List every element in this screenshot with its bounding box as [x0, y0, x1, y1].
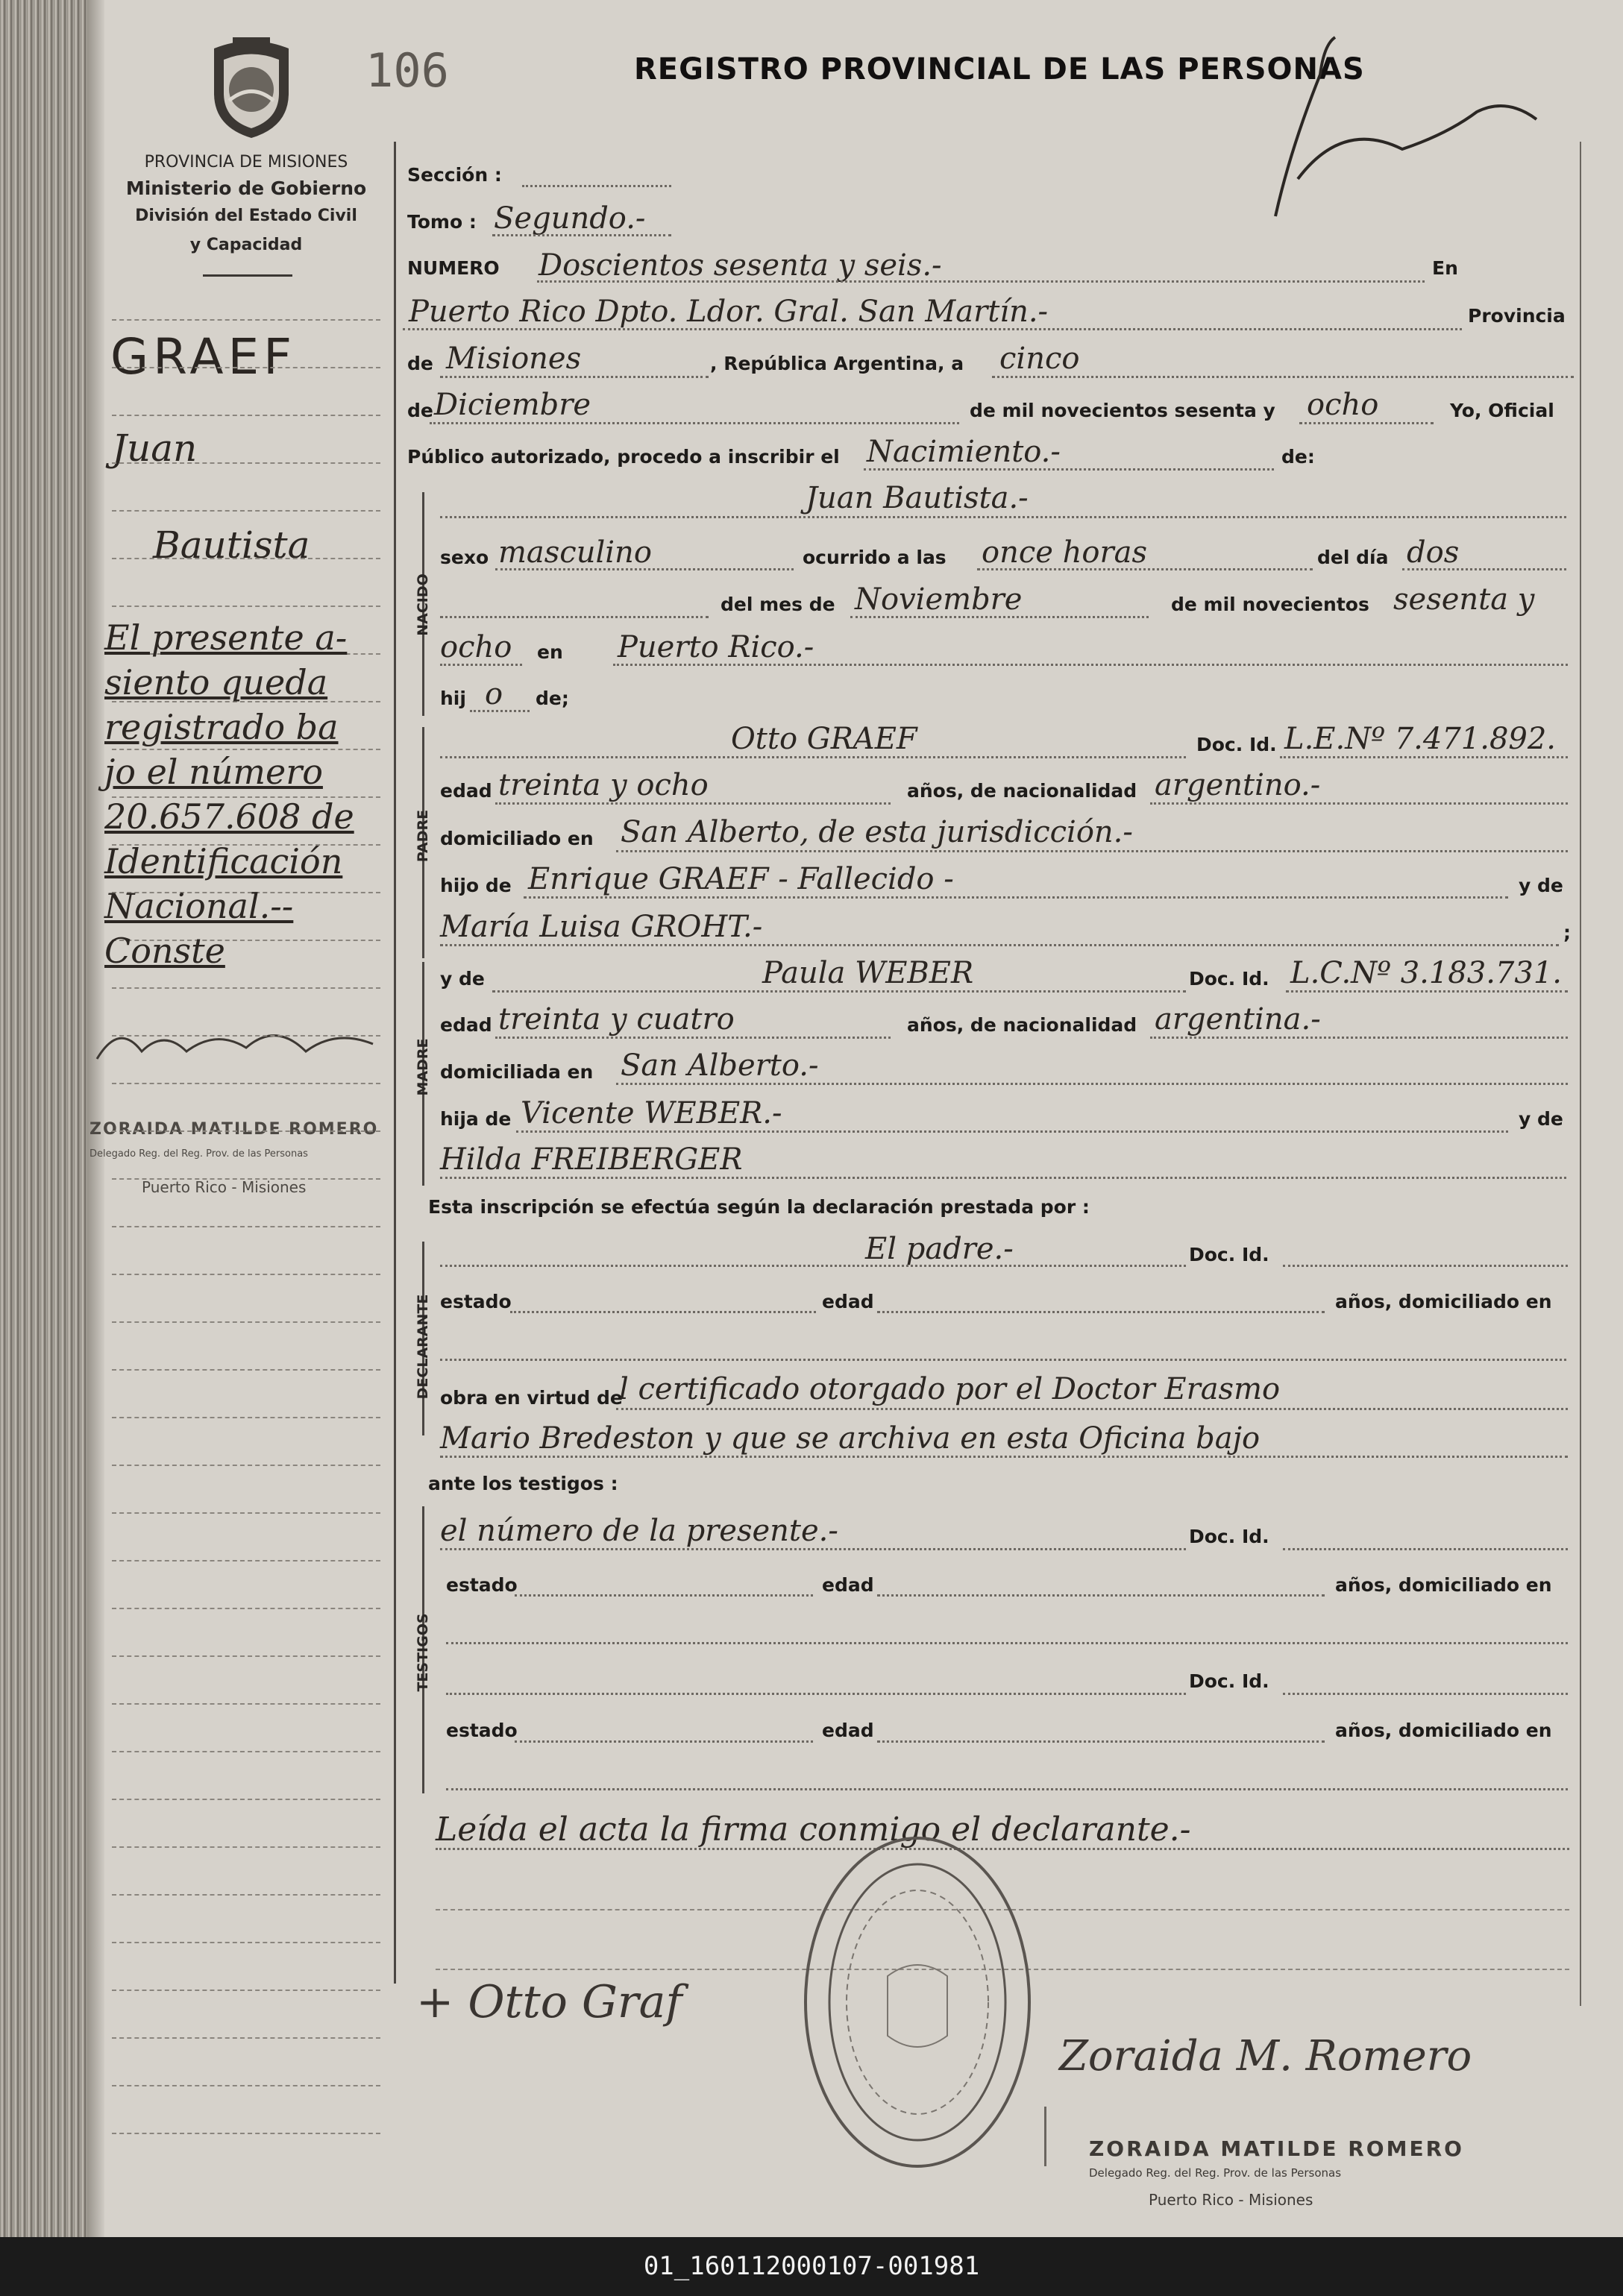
margin-rule	[112, 1512, 380, 1514]
ocurrido-label: ocurrido a las	[803, 547, 947, 568]
testigo1-estado-line	[515, 1594, 813, 1597]
margin-note-line: 20.657.608 de	[104, 796, 354, 837]
padre-edad-label: edad	[440, 780, 492, 802]
nacido-dia-value: dos	[1407, 535, 1460, 570]
padre-doc-label: Doc. Id.	[1196, 734, 1277, 755]
oficial-stamp-role: Delegado Reg. del Reg. Prov. de las Personas	[1089, 2166, 1342, 2180]
padre-hijo-label: hijo de	[440, 875, 512, 896]
testigo1-edad-line	[877, 1594, 1325, 1597]
coat-of-arms-icon	[195, 30, 307, 142]
testigo1-line	[440, 1548, 1186, 1550]
testigo2-doc-line	[1283, 1693, 1568, 1695]
padre-dom-line	[616, 850, 1568, 852]
declarante-estado-line	[510, 1311, 816, 1313]
nacido-en-label: en	[537, 641, 563, 663]
declarante-section-label: DECLARANTE	[415, 1294, 431, 1400]
margin-note-line: Identificación	[104, 841, 343, 881]
testigo2-estado-line	[515, 1740, 813, 1743]
acto-line	[864, 468, 1274, 471]
padre-edad-value: treinta y ocho	[498, 768, 709, 802]
ministry-name: Ministerio de Gobierno	[125, 177, 367, 199]
padre-nac-value: argentino.-	[1155, 768, 1321, 802]
dia-line	[992, 376, 1574, 378]
margin-stamp-name: ZORAIDA MATILDE ROMERO	[90, 1120, 379, 1139]
nacido-nombre-line	[440, 516, 1566, 518]
de-label: de	[407, 353, 433, 374]
madre-madre-line	[440, 1177, 1566, 1179]
margin-rule	[112, 1990, 380, 1991]
margin-rule	[112, 2085, 380, 2086]
testigo1-edad-label: edad	[822, 1574, 874, 1596]
madre-nac-line	[1150, 1037, 1568, 1039]
testigo1-dom-line	[446, 1642, 1568, 1644]
margin-rule	[112, 1321, 380, 1323]
declarante-signature: + Otto Graf	[416, 1976, 682, 2028]
margin-note-line: jo el número	[104, 752, 323, 792]
madre-madre-value: Hilda FREIBERGER	[440, 1142, 743, 1177]
margin-note-line: El presente a-	[104, 617, 348, 658]
nacido-anio-value2: ocho	[440, 630, 512, 664]
padre-madre-value: María Luisa GROHT.-	[440, 910, 763, 944]
ministry-division: División del Estado Civil	[135, 207, 357, 225]
margin-rule	[112, 2133, 380, 2134]
margin-stamp-place: Puerto Rico - Misiones	[142, 1178, 307, 1196]
declarante-anios-label: años, domiciliado en	[1335, 1291, 1552, 1312]
nacido-lugar-line	[613, 664, 1568, 666]
margin-rule	[112, 1035, 380, 1037]
deldia-label: del día	[1317, 547, 1389, 568]
testigos-intro: ante los testigos :	[428, 1473, 618, 1494]
testigos-section-label: TESTIGOS	[415, 1613, 431, 1692]
seccion-line	[522, 185, 671, 187]
madre-hija-label: hija de	[440, 1108, 512, 1130]
testigo2-doc-label: Doc. Id.	[1189, 1670, 1269, 1692]
margin-surname: GRAEF	[110, 328, 297, 386]
padre-nombre-line	[440, 756, 1186, 758]
top-signature	[1253, 30, 1551, 224]
margin-rule	[112, 1751, 380, 1752]
margin-rule	[112, 1274, 380, 1275]
numero-line	[537, 280, 1425, 283]
testigo1-value: el número de la presente.-	[440, 1514, 838, 1548]
declarante-doc-label: Doc. Id.	[1189, 1244, 1269, 1265]
ministry-divider	[203, 274, 292, 277]
tomo-line	[492, 234, 671, 236]
testigo2-line	[446, 1693, 1186, 1695]
testigo1-doc-line	[1283, 1548, 1568, 1550]
image-caption: 01_160112000107-001981	[0, 2237, 1623, 2296]
nacido-mes-value: Noviembre	[855, 582, 1023, 617]
madre-section-label: MADRE	[415, 1038, 431, 1096]
testigo1-anios-label: años, domiciliado en	[1335, 1574, 1552, 1596]
page-title: REGISTRO PROVINCIAL DE LAS PERSONAS	[634, 52, 1365, 87]
nacido-dia-line	[1402, 568, 1566, 570]
testigo2-dom-line	[446, 1788, 1568, 1790]
nacido-anio-line	[440, 664, 522, 666]
margin-rule	[112, 462, 380, 464]
obra-label: obra en virtud de	[440, 1387, 623, 1409]
testigo1-estado-label: estado	[446, 1574, 518, 1596]
margin-rule	[112, 2037, 380, 2039]
margin-note-line: siento queda	[104, 662, 328, 702]
de2-label: de	[407, 400, 433, 421]
provincia-value: Misiones	[446, 342, 582, 376]
padre-dom-label: domiciliado en	[440, 828, 594, 849]
oficial-signature: Zoraida M. Romero	[1059, 2032, 1472, 2080]
obra-line2	[440, 1456, 1568, 1458]
hij-value: o	[485, 677, 503, 711]
madre-yde-label: y de	[440, 968, 485, 990]
padre-hijo-value: Enrique GRAEF - Fallecido -	[528, 862, 954, 896]
margin-note-line: Nacional.--	[104, 886, 294, 926]
declarante-dom-line	[440, 1359, 1566, 1361]
publico-label: Público autorizado, procedo a inscribir el	[407, 446, 840, 468]
declarante-estado-label: estado	[440, 1291, 512, 1312]
tomo-label: Tomo :	[407, 211, 477, 233]
nacido-nombre: Juan Bautista.-	[806, 481, 1029, 515]
margin-rule	[112, 367, 380, 368]
margin-rule	[112, 319, 380, 321]
madre-dom-line	[616, 1083, 1568, 1085]
margin-rule	[112, 1083, 380, 1084]
oficial-stamp-place: Puerto Rico - Misiones	[1149, 2191, 1313, 2209]
nacido-lugar: Puerto Rico.-	[618, 630, 814, 664]
madre-nac-value: argentina.-	[1155, 1002, 1321, 1037]
lugar-line	[403, 328, 1462, 330]
obra-line	[616, 1408, 1568, 1410]
sexo-line	[495, 568, 794, 570]
testigo2-edad-line	[877, 1740, 1325, 1743]
ministry-province: PROVINCIA DE MISIONES	[144, 153, 348, 172]
madre-doc-label: Doc. Id.	[1189, 968, 1269, 990]
madre-edad-label: edad	[440, 1014, 492, 1036]
madre-hija-line	[516, 1130, 1508, 1133]
nacido-mil-label: de mil novecientos	[1171, 594, 1369, 615]
padre-yde-label: y de	[1519, 875, 1563, 896]
hij-de-label: de;	[536, 688, 569, 709]
declarante-doc-line	[1283, 1265, 1568, 1267]
madre-edad-line	[495, 1037, 891, 1039]
padre-doc-line	[1280, 756, 1568, 758]
declarante-nombre-line	[440, 1265, 1186, 1267]
madre-doc-line	[1286, 990, 1568, 993]
margin-rule	[112, 1703, 380, 1705]
margin-rule	[112, 606, 380, 607]
dia-value: cinco	[999, 342, 1080, 376]
margin-first-name: Juan	[112, 427, 198, 470]
obra-value: l certificado otorgado por el Doctor Erasmo	[619, 1372, 1281, 1406]
padre-nombre: Otto GRAEF	[731, 722, 917, 756]
testigo2-edad-label: edad	[822, 1720, 874, 1741]
madre-nombre-line	[492, 990, 1186, 993]
margin-rule	[112, 1846, 380, 1848]
madre-nac-label: años, de nacionalidad	[907, 1014, 1137, 1036]
madre-edad-value: treinta y cuatro	[498, 1002, 735, 1037]
en-label: En	[1432, 257, 1458, 279]
numero-value: Doscientos sesenta y seis.-	[539, 248, 942, 283]
padre-doc-value: L.E.Nº 7.471.892.	[1284, 722, 1557, 756]
padre-dom-value: San Alberto, de esta jurisdicción.-	[621, 815, 1133, 849]
testigo2-estado-label: estado	[446, 1720, 518, 1741]
madre-nombre: Paula WEBER	[762, 956, 974, 990]
closing-text: Leída el acta la firma conmigo el declarante.-	[436, 1811, 1191, 1849]
provincia-label: Provincia	[1468, 305, 1566, 327]
form-left-border	[394, 142, 396, 1984]
margin-rule	[112, 1799, 380, 1800]
margin-rule	[112, 1560, 380, 1561]
anio-value: ocho	[1307, 388, 1379, 422]
margin-note-line: Conste	[104, 931, 225, 971]
margin-rule	[112, 1369, 380, 1371]
margin-rule	[112, 1130, 380, 1132]
margin-rule	[112, 1178, 380, 1180]
nacido-mes-label: del mes de	[721, 594, 835, 615]
nacido-anio-value1: sesenta y	[1393, 582, 1535, 617]
provincia-line	[440, 376, 709, 378]
mil-label: de mil novecientos sesenta y	[970, 400, 1275, 421]
sexo-label: sexo	[440, 547, 489, 568]
de3-label: de:	[1281, 446, 1315, 468]
margin-note-line: registrado ba	[104, 707, 339, 747]
margin-signature	[90, 1007, 403, 1074]
mes-line	[430, 422, 959, 424]
margin-rule	[112, 415, 380, 416]
margin-rule	[112, 1608, 380, 1609]
hora-line	[977, 568, 1313, 570]
declarante-edad-line	[877, 1311, 1325, 1313]
mes-value: Diciembre	[434, 388, 591, 422]
declarante-nombre: El padre.-	[865, 1232, 1014, 1266]
hij-line	[470, 710, 530, 712]
margin-stamp-role: Delegado Reg. del Reg. Prov. de las Personas	[90, 1148, 308, 1160]
seccion-label: Sección :	[407, 164, 502, 186]
nacido-section-label: NACIDO	[415, 573, 431, 636]
padre-hijo-line	[524, 896, 1508, 899]
hora-value: once horas	[982, 535, 1147, 570]
padre-section-label: PADRE	[415, 809, 431, 863]
anio-line	[1299, 422, 1434, 424]
ministry-capacity: y Capacidad	[189, 236, 303, 254]
madre-dom-label: domiciliada en	[440, 1061, 594, 1083]
page-number: 106	[365, 43, 449, 98]
margin-rule	[112, 1226, 380, 1227]
margin-rule	[112, 1465, 380, 1466]
padre-madre-line	[440, 944, 1559, 946]
numero-label: NUMERO	[407, 257, 500, 279]
mes-lead-line	[440, 616, 709, 618]
oficial-stamp-name: ZORAIDA MATILDE ROMERO	[1089, 2136, 1464, 2161]
page-edge	[88, 0, 104, 2237]
lugar-value: Puerto Rico Dpto. Ldor. Gral. San Martín.-	[409, 295, 1049, 329]
padre-nac-label: años, de nacionalidad	[907, 780, 1137, 802]
margin-rule	[112, 987, 380, 989]
margin-rule	[112, 1942, 380, 1943]
obra-value2: Mario Bredeston y que se archiva en esta Oficina bajo	[440, 1421, 1261, 1456]
margin-rule	[112, 510, 380, 512]
book-binding	[0, 0, 88, 2237]
tomo-value: Segundo.-	[494, 201, 646, 236]
margin-rule	[112, 1894, 380, 1896]
declarante-edad-label: edad	[822, 1291, 874, 1312]
margin-rule	[112, 749, 380, 750]
padre-nac-line	[1150, 802, 1568, 805]
padre-semicolon: ;	[1563, 922, 1571, 943]
margin-rule	[112, 558, 380, 559]
acto-value: Nacimiento.-	[867, 435, 1061, 469]
margin-second-name: Bautista	[153, 523, 310, 567]
nacido-mes-line	[850, 616, 1149, 618]
sexo-value: masculino	[498, 535, 652, 570]
stamp-bracket	[1044, 2107, 1046, 2166]
madre-yde2-label: y de	[1519, 1108, 1563, 1130]
padre-edad-line	[495, 802, 891, 805]
hij-label: hij	[440, 688, 466, 709]
testigo1-doc-label: Doc. Id.	[1189, 1526, 1269, 1547]
madre-dom-value: San Alberto.-	[621, 1048, 819, 1083]
official-seal	[798, 1827, 1037, 2177]
margin-rule	[112, 1655, 380, 1657]
declarante-intro: Esta inscripción se efectúa según la declaración prestada por :	[428, 1196, 1090, 1218]
madre-doc-value: L.C.Nº 3.183.731.	[1290, 956, 1562, 990]
form-right-border	[1580, 142, 1581, 2006]
oficial-label: Yo, Oficial	[1450, 400, 1554, 421]
margin-rule	[112, 1417, 380, 1418]
republica-label: , República Argentina, a	[710, 353, 964, 374]
madre-hija-value: Vicente WEBER.-	[521, 1096, 782, 1130]
testigo2-anios-label: años, domiciliado en	[1335, 1720, 1552, 1741]
